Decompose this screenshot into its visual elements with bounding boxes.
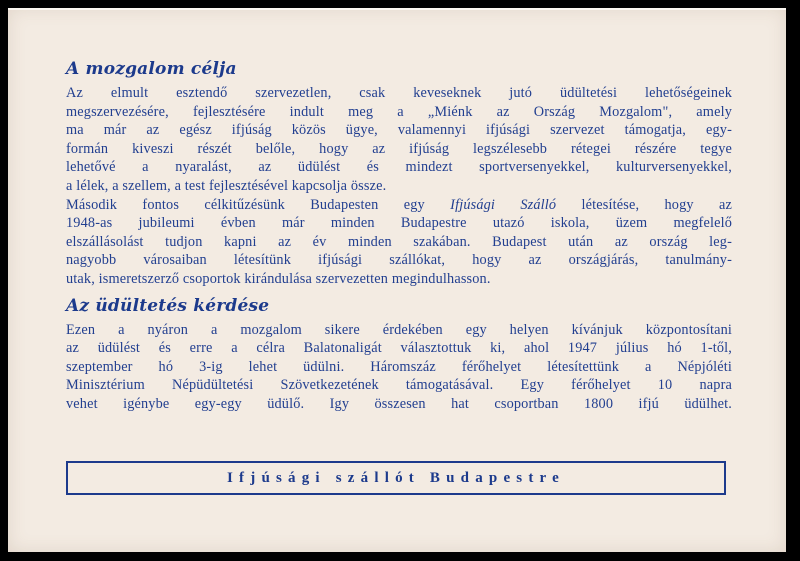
slogan-banner [66, 461, 726, 495]
text-line: megszervezésére, fejlesztésére indult meg a „Miénk az Ország Mozgalom", amely [66, 103, 732, 120]
text-line: formán kiveszi részét belőle, hogy az ifjúság legszélesebb rétegei részére tegye [66, 140, 732, 157]
text-line: 1948-as jubileumi évben már minden Budapestre utazó iskola, üzem megfelelő [66, 215, 732, 232]
section-title-goal: A mozgalom célja [66, 59, 237, 79]
text-line: ma már az egész ifjúság közös ügye, valamennyi ifjúsági szervezet támogatja, egy- [66, 122, 732, 139]
section-title-holiday: Az üdültetés kérdése [66, 295, 270, 316]
text-line: Az elmult esztendő szervezetlen, csak keveseknek jutó üdültetési lehetőségeinek [66, 85, 732, 101]
text-line: elszállásolást tudjon kapni az év minden szakában. Budapest után az ország leg- [66, 233, 732, 250]
text-line: szeptember hó 3-ig lehet üdülni. Háromszáz férőhelyet létesítettünk a Népjóléti [66, 358, 732, 375]
text-line [66, 196, 732, 215]
slogan-text: Ifjúsági szállót Budapestre [227, 469, 565, 486]
italic-term: Ifjúsági Szálló [450, 196, 557, 213]
text-line: utak, ismeretszerző csoportok kirándulása szervezetten megindulhasson. [66, 270, 491, 287]
text-line: nagyobb városaiban létesítünk ifjúsági szállókat, hogy az országjárás, tanulmány- [66, 252, 732, 269]
text-line: vehet igénybe egy-egy üdülő. Igy összesen hat csoportban 1800 ifjú üdülhet. [66, 395, 732, 412]
text-line: az üdülést és erre a célra Balatonaligát választottuk ki, ahol 1947 július hó 1-től, [66, 340, 732, 357]
page-edge [8, 8, 786, 10]
text-line: a lélek, a szellem, a test fejlesztésével kapcsolja össze. [66, 177, 387, 194]
text-line: Ezen a nyáron a mozgalom sikere érdekében egy helyen kívánjuk központosítani [66, 321, 732, 338]
section-holiday-text [66, 321, 732, 414]
text-fragment: létesítése, hogy az [556, 196, 732, 213]
text-fragment: Második fontos célkitűzésünk Budapesten egy [66, 196, 451, 213]
text-line: lehetővé a nyaralást, az üdülést és mindezt sportversenyekkel, kulturversenyekkel, [66, 159, 732, 176]
text-line: Minisztérium Népüdültetési Szövetkezetének támogatásával. Egy férőhelyet 10 napra [66, 377, 732, 394]
document-body [66, 58, 732, 414]
section-goal-text [66, 84, 732, 289]
